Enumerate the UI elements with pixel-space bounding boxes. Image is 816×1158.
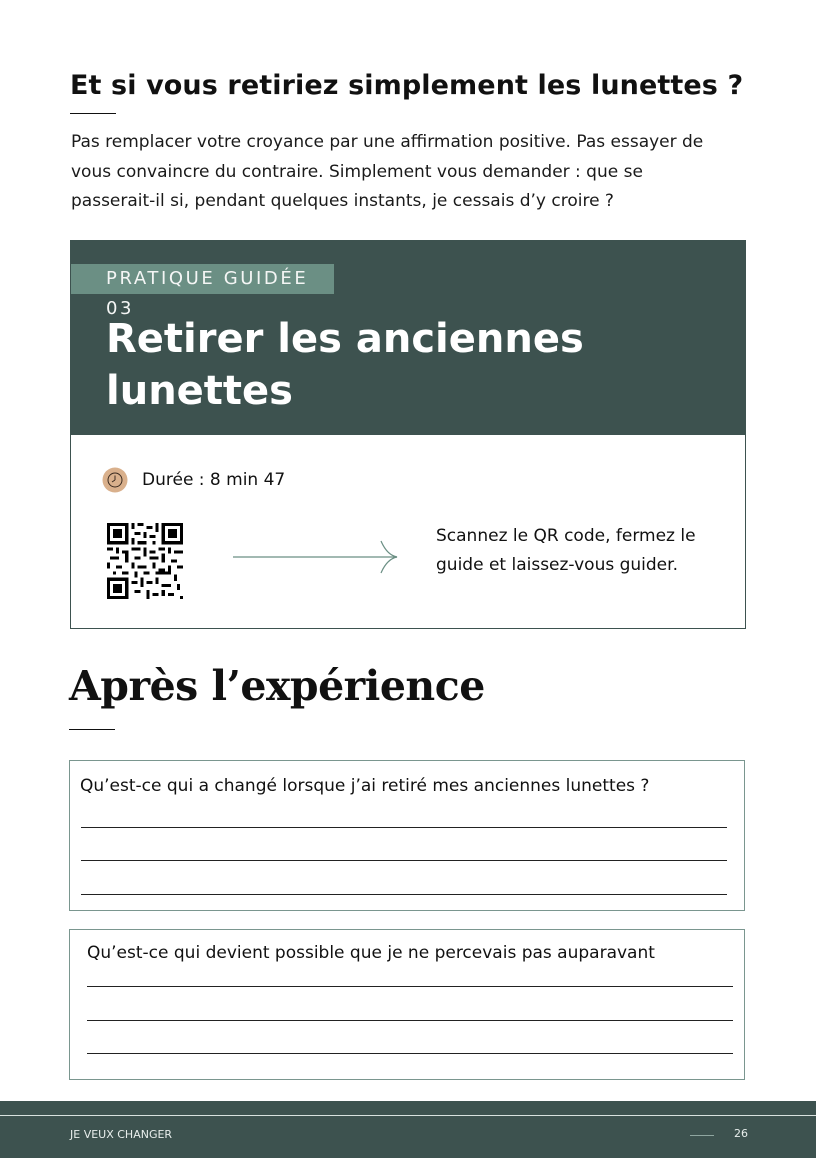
after-heading-underline — [69, 729, 115, 730]
guided-practice-card — [70, 240, 746, 629]
practice-title: Retirer les anciennes lunettes — [106, 316, 584, 414]
clock-icon — [102, 467, 128, 493]
practice-header — [71, 241, 745, 435]
heading-underline — [70, 113, 116, 114]
footer-dash — [690, 1135, 714, 1136]
qr-code[interactable] — [107, 523, 183, 599]
arrow-right-icon — [231, 539, 401, 575]
footer-rule — [0, 1115, 816, 1116]
answer-line[interactable] — [87, 986, 733, 987]
answer-line[interactable] — [87, 1020, 733, 1021]
page-footer — [0, 1101, 816, 1158]
answer-line[interactable] — [81, 860, 727, 861]
practice-tag: PRATIQUE GUIDÉE 03 — [71, 264, 334, 294]
duration-text: Durée : 8 min 47 — [142, 470, 286, 490]
answer-line[interactable] — [81, 894, 727, 895]
answer-line[interactable] — [87, 1053, 733, 1054]
after-heading: Après l’expérience — [69, 662, 485, 710]
section-heading: Et si vous retiriez simplement les lunettes ? — [70, 70, 744, 101]
question-text-1: Qu’est-ce qui a changé lorsque j’ai retiré mes anciennes lunettes ? — [80, 776, 650, 796]
answer-line[interactable] — [81, 827, 727, 828]
question-box-1 — [69, 760, 745, 911]
scan-instruction: Scannez le QR code, fermez le guide et laissez-vous guider. — [436, 526, 696, 575]
intro-paragraph: Pas remplacer votre croyance par une affirmation positive. Pas essayer de vous convaincre du contraire. Simplement vous demander : que se passerait-il si, pendant quelques instants, je cessais d’y croire ? — [71, 132, 704, 211]
question-text-2: Qu’est-ce qui devient possible que je ne percevais pas auparavant — [87, 943, 655, 963]
page-number: 26 — [734, 1127, 748, 1140]
footer-title: JE VEUX CHANGER — [70, 1128, 173, 1141]
question-box-2 — [69, 929, 745, 1080]
duration-row — [102, 467, 285, 493]
